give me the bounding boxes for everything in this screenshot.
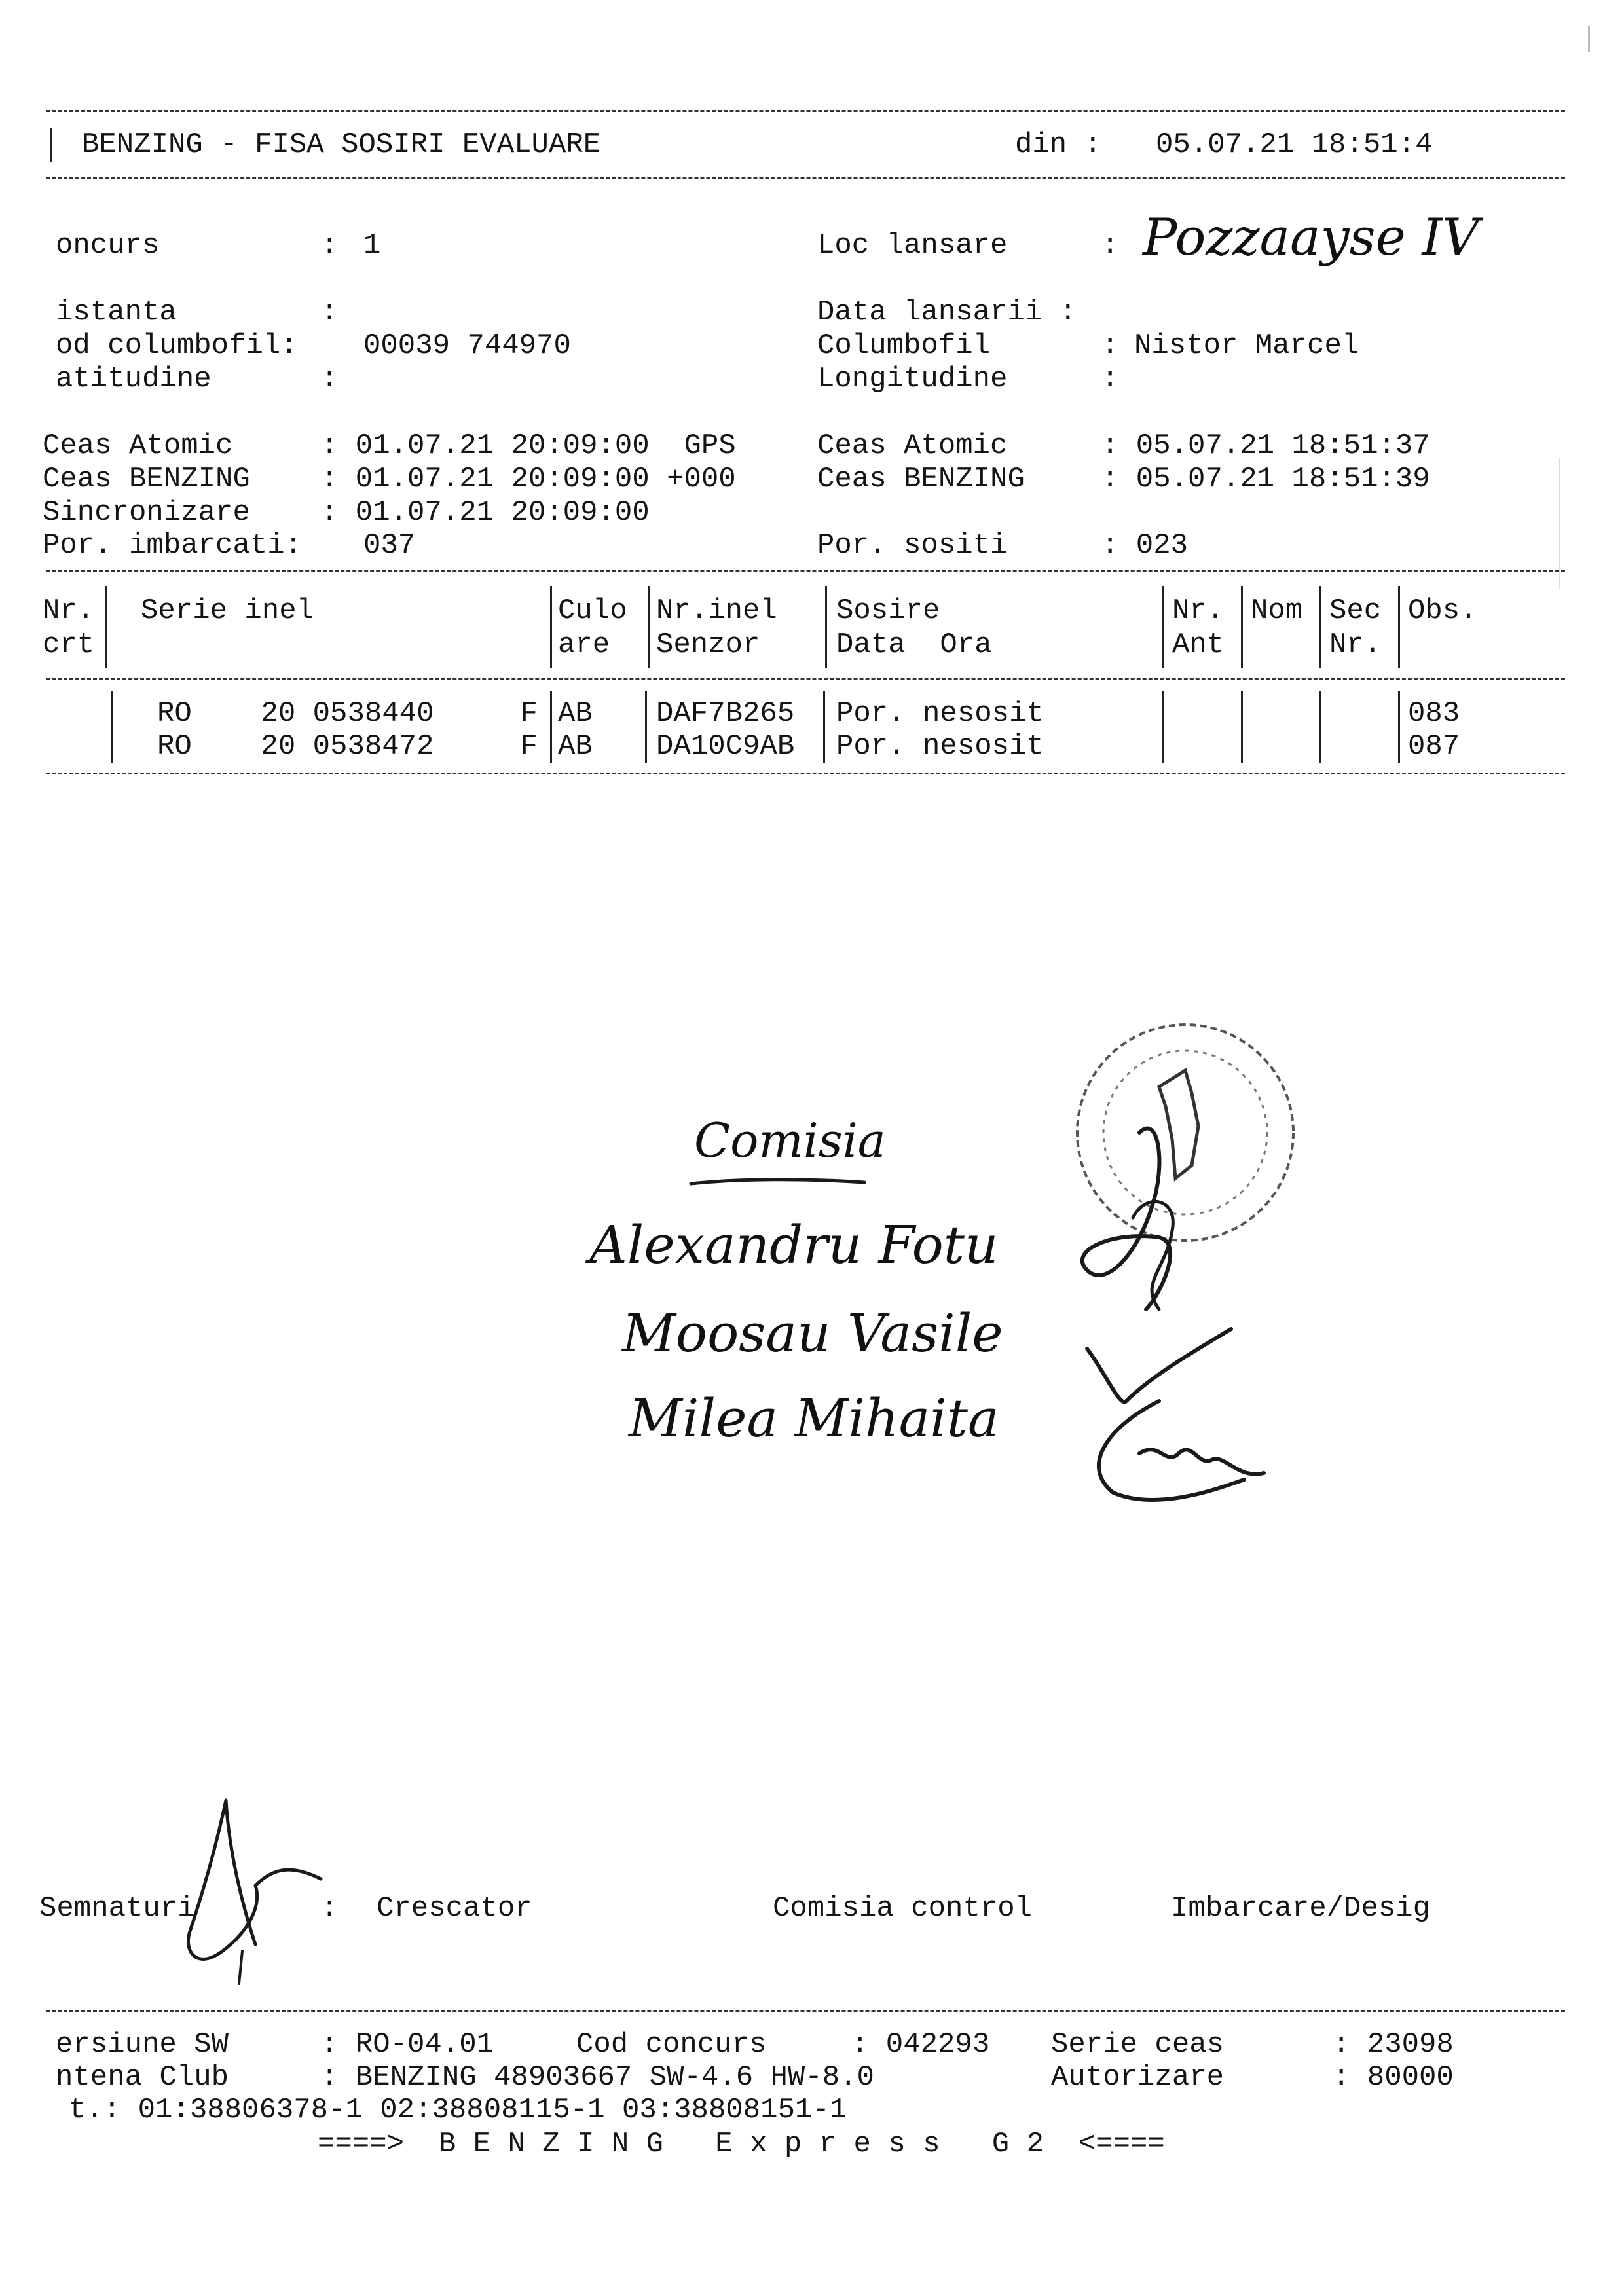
signature-comisia: Comisia control — [773, 1892, 1033, 1925]
col-sep — [1241, 691, 1243, 763]
antenna-serials: t.: 01:38806378-1 02:38808115-1 03:38808151-1 — [69, 2094, 847, 2126]
row-2-obs: 087 — [1408, 730, 1460, 763]
cod-concurs-label: Cod concurs — [576, 2028, 767, 2061]
col-sep — [1320, 691, 1321, 763]
ceas-benzing-left: : 01.07.21 20:09:00 +000 — [321, 463, 736, 496]
columbofil-label: Columbofil — [817, 329, 991, 362]
col-header-sosire: Sosire — [836, 594, 940, 627]
col-sep — [648, 586, 650, 668]
ceas-atomic-right: : 05.07.21 18:51:37 — [1101, 429, 1430, 462]
col-header-serie-inel: Serie inel — [141, 594, 314, 627]
signatures-label: Semnaturi — [39, 1892, 195, 1925]
footer-rule — [46, 2010, 1565, 2012]
por-imbarcati-value: 037 — [363, 529, 416, 562]
col-header-crt: crt — [43, 629, 95, 661]
serie-ceas-value: : 23098 — [1333, 2028, 1454, 2061]
din-label: din : — [1015, 128, 1102, 161]
ceas-benzing-right: : 05.07.21 18:51:39 — [1101, 463, 1430, 496]
autorizare-label: Autorizare — [1051, 2061, 1225, 2094]
col-sep — [550, 691, 552, 763]
cod-columbofil-label: od columbofil: — [56, 329, 298, 362]
handwriting-name-3: Milea Mihaita — [629, 1388, 999, 1449]
handwriting-name-1: Alexandru Fotu — [589, 1214, 999, 1275]
row-2-senzor: DA10C9AB — [656, 730, 795, 763]
concurs-label: oncurs — [56, 229, 160, 262]
col-sep — [550, 586, 552, 668]
versiune-label: ersiune SW — [56, 2028, 229, 2061]
signature-crescator: Crescator — [377, 1892, 532, 1925]
col-header-data-ora: Data Ora — [836, 629, 992, 661]
ceas-atomic-right-label: Ceas Atomic — [817, 429, 1008, 462]
row-2-serie: RO 20 0538472 F — [157, 730, 538, 763]
row-1-sosire: Por. nesosit — [836, 697, 1044, 730]
handwriting-comisia: Comisia — [694, 1113, 886, 1168]
ceas-atomic-label: Ceas Atomic — [43, 429, 233, 462]
antena-value: : BENZING 48903667 SW-4.6 HW-8.0 — [321, 2061, 874, 2094]
col-sep — [1320, 586, 1321, 668]
concurs-sep: : — [321, 229, 339, 262]
cod-concurs-value: : 042293 — [851, 2028, 990, 2061]
col-sep — [105, 586, 107, 668]
por-sositi-value: : 023 — [1101, 529, 1189, 562]
top-rule — [46, 110, 1565, 112]
underline-stroke — [688, 1172, 871, 1192]
ceas-benzing-label: Ceas BENZING — [43, 463, 250, 496]
cod-columbofil-value: 00039 744970 — [363, 329, 571, 362]
col-sep — [825, 586, 827, 668]
table-header-rule — [46, 678, 1565, 680]
row-1-senzor: DAF7B265 — [656, 697, 795, 730]
row-2-culoare: AB — [558, 730, 593, 763]
sincronizare-label: Sincronizare — [43, 496, 250, 529]
col-header-nr: Nr. — [43, 594, 95, 627]
commission-signatures — [1028, 1034, 1303, 1506]
col-header-are: are — [558, 629, 610, 661]
col-header-ant: Ant — [1172, 629, 1225, 661]
serie-ceas-label: Serie ceas — [1051, 2028, 1225, 2061]
col-header-obs: Obs. — [1408, 594, 1477, 627]
distanta-sep: : — [321, 296, 339, 329]
col-sep — [823, 691, 825, 763]
ceas-benzing-right-label: Ceas BENZING — [817, 463, 1025, 496]
columbofil-sep: : — [1101, 329, 1119, 362]
col-sep — [1162, 586, 1164, 668]
handwriting-name-2: Moosau Vasile — [622, 1303, 1003, 1364]
table-top-rule — [46, 570, 1565, 572]
loc-lansare-handwritten: Pozzaayse IV — [1143, 208, 1479, 267]
header-rule — [46, 177, 1565, 179]
col-header-sec-nr: Nr. — [1329, 629, 1382, 661]
col-sep — [1241, 586, 1243, 668]
scan-mark — [1588, 26, 1590, 52]
col-header-nom: Nom — [1251, 594, 1303, 627]
col-header-senzor: Senzor — [656, 629, 760, 661]
din-value: 05.07.21 18:51:4 — [1156, 128, 1433, 161]
col-header-culo: Culo — [558, 594, 627, 627]
row-1-culoare: AB — [558, 697, 593, 730]
table-bottom-rule — [46, 773, 1565, 774]
row-1-serie: RO 20 0538440 F — [157, 697, 538, 730]
concurs-value: 1 — [363, 229, 381, 262]
distanta-label: istanta — [56, 296, 177, 329]
col-header-nr-inel: Nr.inel — [656, 594, 777, 627]
row-2-sosire: Por. nesosit — [836, 730, 1044, 763]
scan-mark — [1559, 458, 1560, 589]
col-sep — [1398, 691, 1400, 763]
latitudine-sep: : — [321, 363, 339, 395]
por-sositi-label: Por. sositi — [817, 529, 1008, 562]
loc-lansare-sep: : — [1101, 229, 1119, 262]
row-1-obs: 083 — [1408, 697, 1460, 730]
autorizare-value: : 80000 — [1333, 2061, 1454, 2094]
antena-label: ntena Club — [56, 2061, 229, 2094]
longitudine-label: Longitudine — [817, 363, 1008, 395]
document-title: BENZING - FISA SOSIRI EVALUARE — [82, 128, 601, 161]
crescator-signature — [157, 1794, 334, 1990]
latitudine-label: atitudine — [56, 363, 212, 395]
col-sep — [1162, 691, 1164, 763]
header-left-bar — [50, 128, 52, 162]
loc-lansare-label: Loc lansare — [817, 229, 1008, 262]
signature-imbarcare: Imbarcare/Desig — [1171, 1892, 1431, 1925]
columbofil-value: Nistor Marcel — [1134, 329, 1359, 362]
col-header-sec: Sec — [1329, 594, 1382, 627]
col-sep — [1398, 586, 1400, 668]
versiune-value: : RO-04.01 — [321, 2028, 494, 2061]
col-header-nr-ant: Nr. — [1172, 594, 1225, 627]
ceas-atomic-left: : 01.07.21 20:09:00 GPS — [321, 429, 736, 462]
longitudine-sep: : — [1101, 363, 1119, 395]
col-sep — [645, 691, 647, 763]
benzing-express-banner: ====> B E N Z I N G E x p r e s s G 2 <==== — [318, 2128, 1165, 2160]
col-sep — [111, 691, 113, 763]
signatures-sep: : — [321, 1892, 339, 1925]
sincronizare-value: : 01.07.21 20:09:00 — [321, 496, 650, 529]
data-lansarii-label: Data lansarii : — [817, 296, 1077, 329]
por-imbarcati-label: Por. imbarcati: — [43, 529, 303, 562]
